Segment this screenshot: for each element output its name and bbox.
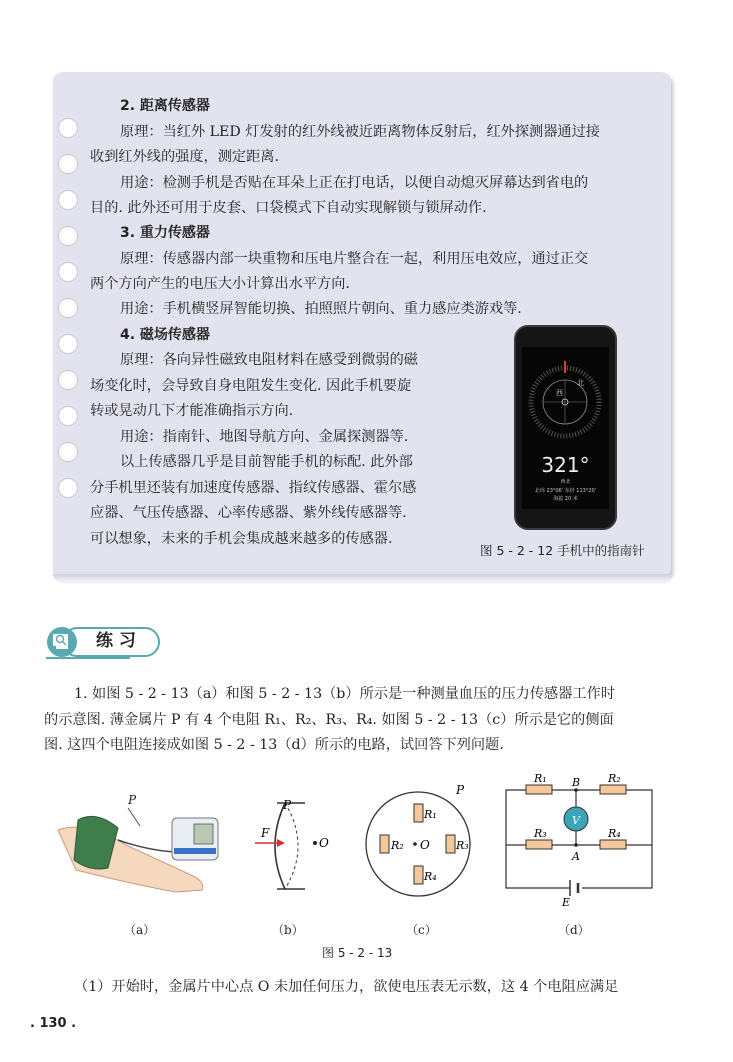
card-shadow-edge bbox=[53, 574, 673, 582]
summary-line: 可以想象，未来的手机会集成越来越多的传感器. bbox=[90, 531, 393, 547]
binder-ring bbox=[58, 334, 78, 354]
label-r1: R₁ bbox=[534, 772, 547, 785]
compass-dial-icon bbox=[522, 347, 609, 447]
compass-coords: 北纬 23°06' 东经 113°20' bbox=[534, 488, 597, 494]
exercise-underline bbox=[46, 657, 130, 659]
distance-principle-line: 原理：当红外 LED 灯发射的红外线被近距离物体反射后，红外探测器通过接 bbox=[120, 124, 600, 140]
metal-plate-diagram bbox=[255, 795, 335, 905]
binder-rings bbox=[58, 118, 84, 518]
figure-label-b: （b） bbox=[272, 923, 304, 937]
binder-ring bbox=[58, 478, 78, 498]
distance-usage-line: 目的. 此外还可用于皮套、口袋模式下自动实现解锁与锁屏动作. bbox=[90, 200, 487, 216]
compass-direction: 西北 bbox=[560, 479, 571, 485]
magnetic-usage-line: 用途：指南针、地图导航方向、金属探测器等. bbox=[120, 429, 409, 445]
label-r2: R₂ bbox=[391, 839, 404, 852]
sub-question-1: （1）开始时，金属片中心点 O 未加任何压力，欲使电压表无示数，这 4 个电阻应满足 bbox=[74, 979, 619, 995]
gravity-principle-line: 两个方向产生的电压大小计算出水平方向. bbox=[90, 276, 350, 292]
question-line: 图. 这四个电阻连接成如图 5 - 2 - 13（d）所示的电路，试回答下列问题. bbox=[44, 737, 504, 753]
gravity-sensor-heading: 3. 重力传感器 bbox=[120, 225, 210, 241]
label-r4: R₄ bbox=[424, 870, 437, 883]
label-r2: R₂ bbox=[608, 772, 621, 785]
magnetic-sensor-heading: 4. 磁场传感器 bbox=[120, 327, 210, 343]
figure-13-caption: 图 5 - 2 - 13 bbox=[322, 946, 393, 960]
label-p: P bbox=[283, 798, 292, 812]
exercise-title: 练 习 bbox=[96, 631, 136, 651]
binder-ring bbox=[58, 118, 78, 138]
label-r3: R₃ bbox=[456, 839, 469, 852]
magnetic-principle-line: 原理：各向异性磁致电阻材料在感受到微弱的磁 bbox=[120, 352, 418, 368]
question-line: 的示意图. 薄金属片 P 有 4 个电阻 R₁、R₂、R₃、R₄. 如图 5 - 2 - 13（c）所示是它的侧面 bbox=[44, 712, 614, 728]
label-p: P bbox=[456, 783, 465, 797]
figure-12-caption: 图 5 - 2 - 12 手机中的指南针 bbox=[480, 543, 645, 558]
label-v: V bbox=[572, 814, 580, 827]
binder-ring bbox=[58, 298, 78, 318]
label-e: E bbox=[562, 896, 571, 909]
distance-principle-line: 收到红外线的强度，测定距离. bbox=[90, 149, 279, 165]
binder-ring bbox=[58, 442, 78, 462]
label-b: B bbox=[572, 776, 581, 789]
label-o: O bbox=[319, 836, 329, 850]
figure-label-a: （a） bbox=[124, 923, 156, 937]
phone-image bbox=[514, 325, 617, 530]
phone-screen bbox=[522, 347, 609, 509]
magnetic-principle-line: 场变化时，会导致自身电阻发生变化. 因此手机要旋 bbox=[90, 378, 412, 394]
gravity-principle-line: 原理：传感器内部一块重物和压电片整合在一起，利用压电效应，通过正交 bbox=[120, 251, 589, 267]
figure-label-c: （c） bbox=[406, 923, 437, 937]
binder-ring bbox=[58, 406, 78, 426]
label-r3: R₃ bbox=[534, 827, 547, 840]
binder-ring bbox=[58, 370, 78, 390]
compass-altitude: 海拔 20 米 bbox=[553, 496, 578, 502]
figure-label-d: （d） bbox=[558, 923, 590, 937]
label-r4: R₄ bbox=[608, 827, 621, 840]
compass-west-label: 西 bbox=[556, 389, 563, 397]
blood-pressure-illustration bbox=[56, 790, 236, 905]
page-number: . 130 . bbox=[30, 1016, 77, 1031]
compass-north-label: 北 bbox=[577, 379, 584, 387]
binder-ring bbox=[58, 226, 78, 246]
compass-degree: 321° bbox=[541, 453, 590, 477]
summary-line: 以上传感器几乎是目前智能手机的标配. 此外部 bbox=[120, 454, 413, 470]
question-line: 1. 如图 5 - 2 - 13（a）和图 5 - 2 - 13（b）所示是一种测量血压的压力传感器工作时 bbox=[74, 686, 615, 702]
label-p: P bbox=[128, 793, 137, 807]
label-o: O bbox=[420, 838, 430, 852]
binder-ring bbox=[58, 190, 78, 210]
magnetic-principle-line: 转或晃动几下才能准确指示方向. bbox=[90, 403, 294, 419]
binder-ring bbox=[58, 262, 78, 282]
summary-line: 应器、气压传感器、心率传感器、紫外线传感器等. bbox=[90, 505, 407, 521]
summary-line: 分手机里还装有加速度传感器、指纹传感器、霍尔感 bbox=[90, 480, 417, 496]
resistor-layout-diagram bbox=[360, 782, 480, 907]
bridge-circuit-diagram bbox=[498, 770, 660, 910]
binder-ring bbox=[58, 154, 78, 174]
distance-usage-line: 用途：检测手机是否贴在耳朵上正在打电话，以便自动熄灭屏幕达到省电的 bbox=[120, 175, 589, 191]
gravity-usage-line: 用途：手机横竖屏智能切换、拍照照片朝向、重力感应类游戏等. bbox=[120, 301, 522, 317]
distance-sensor-heading: 2. 距离传感器 bbox=[120, 98, 210, 114]
label-f: F bbox=[261, 826, 270, 840]
label-r1: R₁ bbox=[424, 808, 437, 821]
label-a: A bbox=[572, 850, 580, 863]
